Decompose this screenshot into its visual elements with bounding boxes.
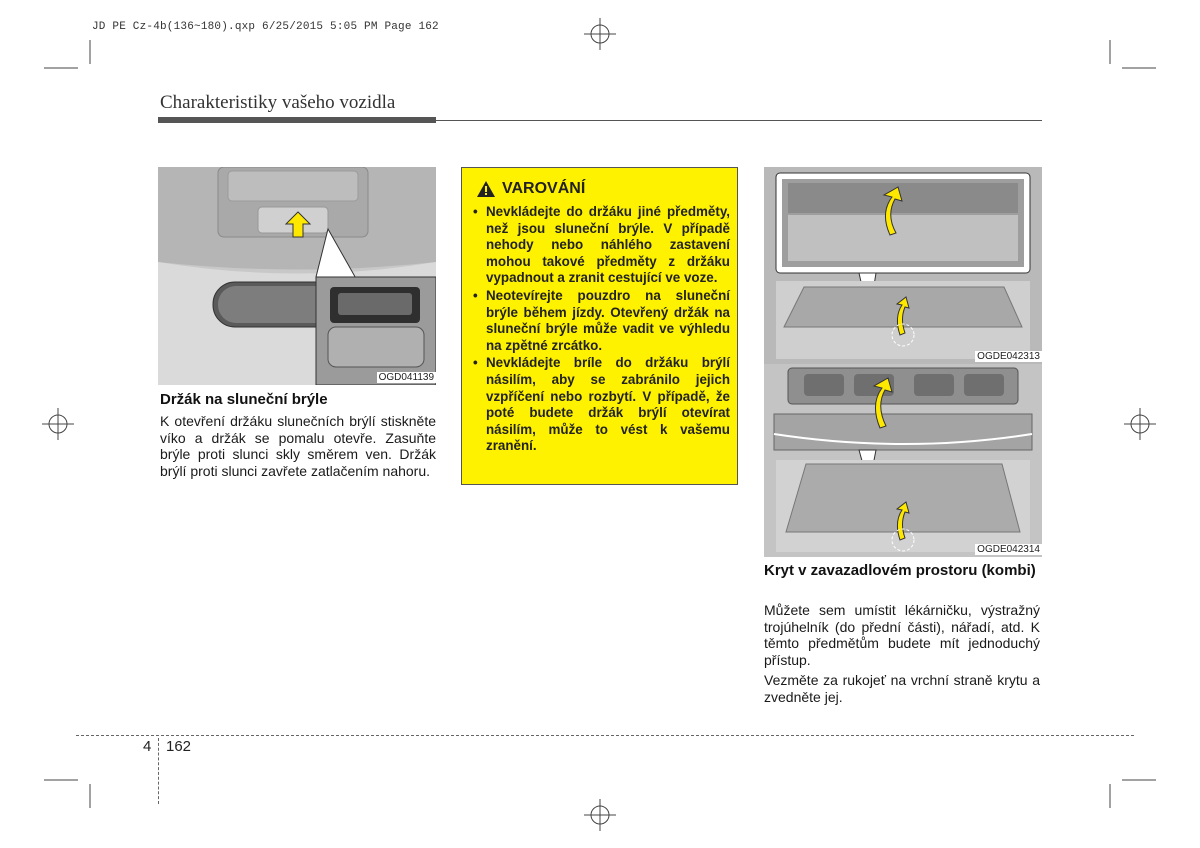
luggage-cover-illustration-bottom (764, 364, 1042, 557)
luggage-cover-figure-top (764, 167, 1042, 364)
sunglass-holder-text: K otevření držáku slunečních brýlí stiskněte víko a držák se pomalu otevře. Zasuňte brýle proti slunci skly směrem ven. Držák brýlí proti slunci zavřete zatlačením nahoru. (160, 413, 436, 479)
warning-heading (476, 180, 585, 198)
header-bar (158, 117, 436, 123)
luggage-cover-paragraph-1: Můžete sem umístit lékárničku, výstražný trojúhelník (do přední části), nářadí, atd. K těmto předmětům budete mít jednoduchý přístup. (764, 602, 1040, 668)
sunglass-holder-heading: Držák na sluneční brýle (160, 391, 328, 408)
page-number-divider (158, 738, 160, 804)
luggage-cover-heading: Kryt v zavazadlovém prostoru (kombi) (764, 562, 1036, 579)
header-rule (436, 120, 1042, 121)
luggage-cover-illustration-top (764, 167, 1042, 364)
warning-item: • Nevkládejte do držáku jiné předměty, než jsou sluneční brýle. V případě nehody nebo náhlého zastavení mohou takové předměty z držáku vypadnout a zranit cestující ve voze. (472, 204, 730, 287)
luggage-cover-figure-bottom (764, 364, 1042, 557)
warning-box (461, 167, 738, 485)
sunglass-holder-illustration (158, 167, 436, 385)
warning-item: • Nevkládejte bríle do držáku brýlí násilím, aby se zabránilo jejich vzpříčení nebo rozbytí. V případě, že poté budete držák brýlí otevírat násilím, může to vést k vašemu zranění. (472, 355, 730, 455)
warning-triangle-icon (476, 180, 496, 198)
page-header-title: Charakteristiky vašeho vozidla (160, 92, 396, 113)
warning-list (472, 204, 730, 456)
warning-title: VAROVÁNÍ (502, 180, 586, 197)
print-slug-line: JD PE Cz-4b(136~180).qxp 6/25/2015 5:05 PM Page 162 (92, 21, 439, 33)
warning-item: • Neotevírejte pouzdro na sluneční brýle během jízdy. Otevřený držák na sluneční brýle může vadit ve výhledu na zpětné zrcátko. (472, 288, 730, 354)
figure-code: OGD041139 (378, 372, 434, 383)
footer-rule (76, 735, 1134, 736)
sunglass-holder-figure (158, 167, 436, 385)
page-number: 162 (166, 738, 192, 755)
figure-code-top: OGDE042313 (977, 351, 1040, 362)
luggage-cover-paragraph-2: Vezměte za rukojeť na vrchní straně krytu a zvedněte jej. (764, 672, 1040, 705)
chapter-number: 4 (143, 738, 152, 755)
figure-code-bottom: OGDE042314 (977, 544, 1040, 555)
